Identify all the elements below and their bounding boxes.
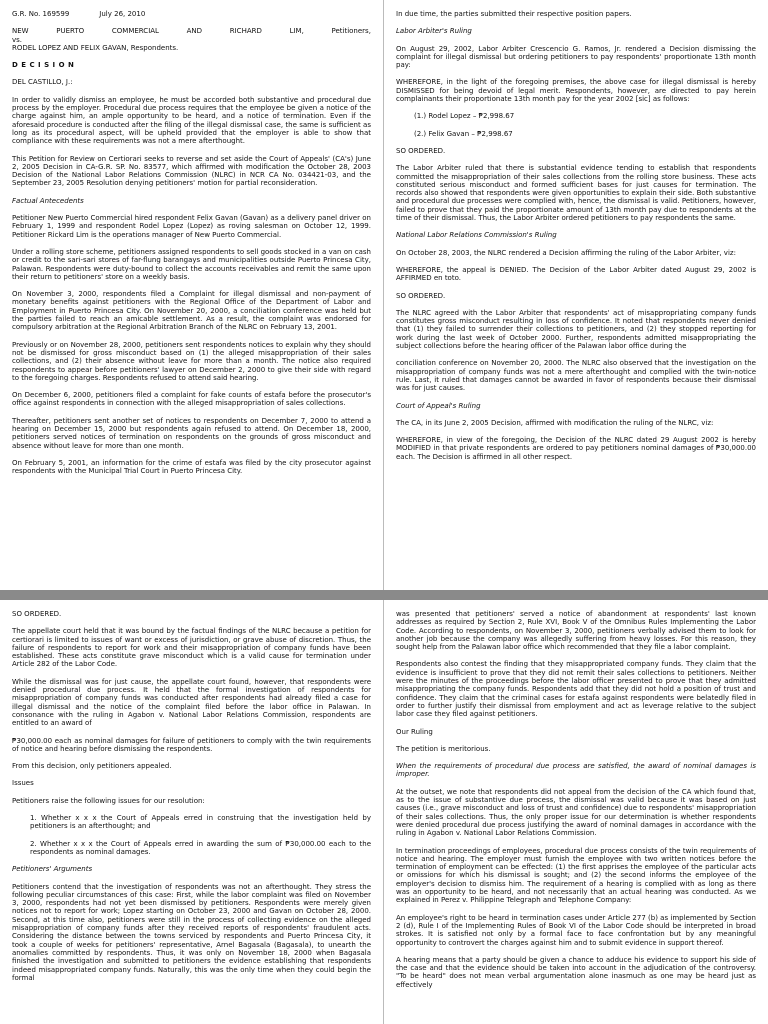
paragraph: Petitioner New Puerto Commercial hired respondent Felix Gavan (Gavan) as a delivery panel driver on February 1, 1999 and respondent Rodel Lopez (Lopez) as roving salesman on October 12, 1999. Petitioner Rickard Lim is the operations manager of New Puerto Commercial. <box>12 214 371 239</box>
section-heading: Labor Arbiter's Ruling <box>396 27 472 36</box>
paragraph: The Labor Arbiter ruled that there is substantial evidence tending to establish that respondents committed the misappropriation of their sales collections from the rolling store business. These acts constituted serious misconduct and formed sufficient bases for just causes for termination. The records also showed that respondents were given opportunities to explain their side. Both substantive and procedural due processes were complied with, hence, the dismissal is valid. Petitioners, however, failed to prove that they paid the proportionate amount of 13th month pay due to respondents at the time of their dismissal. Thus, the Labor Arbiter ordered petitioners to pay respondents the same. <box>396 164 756 223</box>
section-heading: When the requirements of procedural due process are satisfied, the award of nominal damages is improper. <box>396 762 756 779</box>
paragraph: From this decision, only petitioners appealed. <box>12 762 172 771</box>
paragraph: SO ORDERED. <box>12 610 62 618</box>
caption-word: RICHARD <box>229 27 262 36</box>
page-4 <box>384 600 768 1024</box>
case-date: July 26, 2010 <box>99 10 146 18</box>
caption-word: Petitioners, <box>331 27 371 36</box>
paragraph: Our Ruling <box>396 727 433 736</box>
paragraph: (2.) Felix Gavan – ₱2,998.67 <box>414 129 513 138</box>
paragraph: On December 6, 2000, petitioners filed a complaint for fake counts of estafa before the prosecutor's office against respondents in connection with the alleged misappropriation of sales collections. <box>12 391 371 408</box>
caption-respondents: RODEL LOPEZ AND FELIX GAVAN, Respondents. <box>12 43 179 52</box>
page-2 <box>384 0 768 590</box>
caption-word: NEW <box>12 27 29 36</box>
paragraph: In order to validly dismiss an employee, he must be accorded both substantive and procedural due process by the employer. Procedural due process requires that the employee be given a notice of the charge against him, an ample opportunity to be heard, and a notice of termination. Even if the aforesaid procedure is conducted after the filing of the illegal dismissal case, the same is sufficient as long as its procedural aspect, will be upheld provided that the employer is able to show that compliance with these requirements was not a mere afterthought. <box>12 95 371 146</box>
ponente: DEL CASTILLO, J.: <box>12 78 73 87</box>
page-1-content <box>12 10 371 484</box>
paragraph: SO ORDERED. <box>396 146 446 155</box>
paragraph: ₱30,000.00 each as nominal damages for failure of petitioners to comply with the twin requirements of notice and hearing before dismissing the respondents. <box>12 736 371 753</box>
page-1 <box>0 0 384 590</box>
section-heading: National Labor Relations Commission's Ruling <box>396 231 557 240</box>
paragraph: In due time, the parties submitted their respective position papers. <box>396 10 632 18</box>
paragraph: A hearing means that a party should be given a chance to adduce his evidence to support his side of the case and that the evidence should be taken into account in the adjudication of the controversy. "To be heard" does not mean verbal argumentation alone inasmuch as one may be heard just as effectively <box>396 955 756 989</box>
case-header <box>12 10 371 18</box>
paragraph: WHEREFORE, the appeal is DENIED. The Decision of the Labor Arbiter dated August 29, 2002 is AFFIRMED en toto. <box>396 265 756 283</box>
paragraph: Respondents also contest the finding that they misappropriated company funds. They claim that the evidence is insufficient to prove that they did not remit their sales collections to petitioners. Neither were the minutes of the proceedings before the labor officer presented to prove that they admitted misappropriating the company funds. Respondents add that they did not hold a position of trust and confidence. They claim that the criminal cases for estafa against respondents were belatedly filed in order to further justify their dismissal from employment and act as leverage relative to the subject labor case they filed against petitioners. <box>396 660 756 719</box>
paragraph: The NLRC agreed with the Labor Arbiter that respondents' act of misappropriating company funds constitutes gross misconduct resulting in loss of confidence. It noted that respondents never denied that (1) they failed to surrender their collections to petitioners, and (2) they stopped reporting for work during the last week of October 2000. Further, respondents admitted misappropriating the subject collections before the hearing officer of the Palawan labor office during the <box>396 308 756 351</box>
paragraph: 2. Whether x x x the Court of Appeals erred in awarding the sum of ₱30,000.00 each to the respondents as nominal damages. <box>30 839 371 856</box>
paragraph: On November 3, 2000, respondents filed a Complaint for illegal dismissal and non-payment of monetary benefits against petitioners with the Regional Office of the Department of Labor and Employment in Puerto Princesa City. On November 20, 2000, a conciliation conference was held but the parties failed to reach an amicable settlement. As a result, the complaint was endorsed for compulsory arbitration at the Regional Arbitration Branch of the NLRC on February 13, 2001. <box>12 290 371 332</box>
page-3-body <box>12 610 371 991</box>
paragraph: An employee's right to be heard in termination cases under Article 277 (b) as implemented by Section 2 (d), Rule I of the Implementing Rules of Book VI of the Labor Code should be interpreted in broad strokes. It is satisfied not only by a formal face to face confrontation but by any meaningful opportunity to controvert the charges against him and to submit evidence in support thereof. <box>396 913 756 947</box>
paragraph: While the dismissal was for just cause, the appellate court found, however, that respondents were denied procedural due process. It held that the formal investigation of respondents for misappropriation of company funds was conducted after respondents had already filed a case for illegal dismissal and the notice of the complaint filed before the labor office in Palawan. In consonance with the ruling in Agabon v. National Labor Relations Commission, respondents are entitled to an award of <box>12 677 371 728</box>
paragraph: was presented that petitioners' served a notice of abandonment at respondents' last known addresses as required by Section 2, Rule XVI, Book V of the Omnibus Rules Implementing the Labor Code. According to respondents, on November 3, 2000, petitioners verbally advised them to look for another job because the company was allegedly suffering from heavy losses. For this reason, they sought help from the Palawan labor office which recommended that they file a labor complaint. <box>396 610 756 652</box>
paragraph: The CA, in its June 2, 2005 Decision, affirmed with modification the ruling of the NLRC, viz: <box>396 418 714 427</box>
section-heading: Factual Antecedents <box>12 196 84 205</box>
paragraph: WHEREFORE, in the light of the foregoing premises, the above case for illegal dismissal is hereby DISMISSED for being devoid of legal merit. Respondents, however, are directed to pay herein complainants their proportionate 13th month pay for the year 2002 [sic] as follows: <box>396 78 756 104</box>
paragraph: 1. Whether x x x the Court of Appeals erred in construing that the investigation held by petitioners is an afterthought; and <box>30 814 371 831</box>
paragraph: The petition is meritorious. <box>396 744 491 753</box>
paragraph: conciliation conference on November 20, 2000. The NLRC also observed that the investigation on the misappropriation of company funds was not a mere afterthought and complied with the twin-notice rule. Last, it ruled that damages cannot be awarded in favor of respondents because their dismissal was for just causes. <box>396 359 756 393</box>
paragraph: Previously or on November 28, 2000, petitioners sent respondents notices to explain why they should not be dismissed for gross misconduct based on (1) the alleged misappropriation of their sales collections, and (2) their absence without leave for more than a month. The notice also required respondents to appear before petitioners' lawyer on December 2, 2000 to give their side with regard to the foregoing charges. Respondents refused to attend said hearing. <box>12 340 371 382</box>
caption-word: AND <box>186 27 203 36</box>
caption-parties-row <box>12 27 371 35</box>
paragraph: Issues <box>12 779 34 788</box>
paragraph: In termination proceedings of employees, procedural due process consists of the twin requirements of notice and hearing. The employer must furnish the employee with two written notices before the termination of employment can be effected: (1) the first apprises the employee of the particular acts or omissions for which his dismissal is sought; and (2) the second informs the employee of the employer's decision to dismiss him. The requirement of a hearing is complied with as long as there was an opportunity to be heard, and not necessarily that an actual hearing was conducted. As we explained in Perez v. Philippine Telegraph and Telephone Company: <box>396 846 756 905</box>
paragraph: This Petition for Review on Certiorari seeks to reverse and set aside the Court of Appeals' (CA's) June 2, 2005 Decision in CA-G.R. SP. No. 83577, which affirmed with modification the October 28, 2003 Decision of the National Labor Relations Commission (NLRC) in NCR CA No. 034421-03, and the September 23, 2005 Resolution denying petitioners' motion for partial reconsideration. <box>12 154 371 188</box>
caption-word: LIM, <box>289 27 304 36</box>
decision-heading: D E C I S I O N <box>12 61 75 70</box>
paragraph: At the outset, we note that respondents did not appeal from the decision of the CA which found that, as to the issue of substantive due process, the dismissal was valid because it was based on just causes (i.e., grave misconduct and loss of trust and confidence) due to respondents' misappropriation of their sales collections. Thus, the only proper issue for our determination is whether respondents were denied procedural due process justifying the award of nominal damages in accordance with the ruling in Agabon v. National Labor Relations Commission. <box>396 787 756 838</box>
paragraph: WHEREFORE, in view of the foregoing, the Decision of the NLRC dated 29 August 2002 is hereby MODIFIED in that private respondents are ordered to pay petitioners nominal damages of ₱30,000.00 each. The Decision is affirmed in all other respect. <box>396 436 756 461</box>
paragraph: Petitioners raise the following issues for our resolution: <box>12 796 205 805</box>
paragraph: Petitioners contend that the investigation of respondents was not an afterthought. They stress the following peculiar circumstances of this case: First, while the labor complaint was filed on November 3, 2000, respondents had not yet been dismissed by petitioners. Respondents were merely given notices not to report for work; Lopez starting on October 23, 2000 and Gavan on October 28, 2000. Second, at this time also, petitioners were still in the process of collecting evidence on the alleged misappropriation of company funds after they received reports of respondents' fraudulent acts. Considering the distance between the towns serviced by respondents and Puerto Princesa City, it took a couple of weeks for petitioners' representative, Arnel Bagasala (Bagasala), to unearth the anomalies committed by respondents. Thus, it was only on November 18, 2000 when Bagasala finished the investigation and submitted to petitioners the evidence establishing that respondents indeed misappropriated company funds. Naturally, this was the only time when they could begin the formal <box>12 882 371 982</box>
page-1-body <box>12 96 371 476</box>
paragraph: SO ORDERED. <box>396 291 446 300</box>
section-heading: Petitioners' Arguments <box>12 865 93 874</box>
gr-number: G.R. No. 169599 <box>12 10 70 18</box>
paragraph: The appellate court held that it was bound by the factual findings of the NLRC because a petition for certiorari is limited to issues of want or excess of jurisdiction, or grave abuse of discretion. Thus, the failure of respondents to report for work and their misappropriation of company funds have been established. These acts constitute grave misconduct which is a valid cause for termination under Article 282 of the Labor Code. <box>12 627 371 669</box>
paragraph: Thereafter, petitioners sent another set of notices to respondents on December 7, 2000 to attend a hearing on December 15, 2000 but respondents again refused to attend. On December 18, 2000, petitioners served notices of termination on respondents on the grounds of gross misconduct and absence without leave for more than one month. <box>12 416 371 450</box>
caption-word: PUERTO <box>56 27 85 36</box>
page-3 <box>0 600 384 1024</box>
caption-vs: vs. <box>12 35 23 44</box>
paragraph: On August 29, 2002, Labor Arbiter Crescencio G. Ramos, Jr. rendered a Decision dismissing the complaint for illegal dismissal but ordering petitioners to pay respondents' proportionate 13th month pay: <box>396 44 756 70</box>
case-caption <box>12 27 371 52</box>
section-heading: Court of Appeal's Ruling <box>396 401 481 410</box>
paragraph: (1.) Rodel Lopez – ₱2,998.67 <box>414 112 515 121</box>
page-4-body <box>396 610 756 998</box>
paragraph: On February 5, 2001, an information for the crime of estafa was filed by the city prosecutor against respondents with the Municipal Trial Court in Puerto Princesa City. <box>12 458 371 476</box>
page-2-body <box>396 10 756 470</box>
paragraph: Under a rolling store scheme, petitioners assigned respondents to sell goods stocked in a van on cash or credit to the sari-sari stores of far-flung barangays and municipalities outside Puerto Princesa City, Palawan. Respondents were duty-bound to collect the accounts receivables and remit the same upon their return to petitioners' store on a weekly basis. <box>12 247 371 281</box>
paragraph: On October 28, 2003, the NLRC rendered a Decision affirming the ruling of the Labor Arbiter, viz: <box>396 248 736 257</box>
caption-word: COMMERCIAL <box>111 27 159 36</box>
